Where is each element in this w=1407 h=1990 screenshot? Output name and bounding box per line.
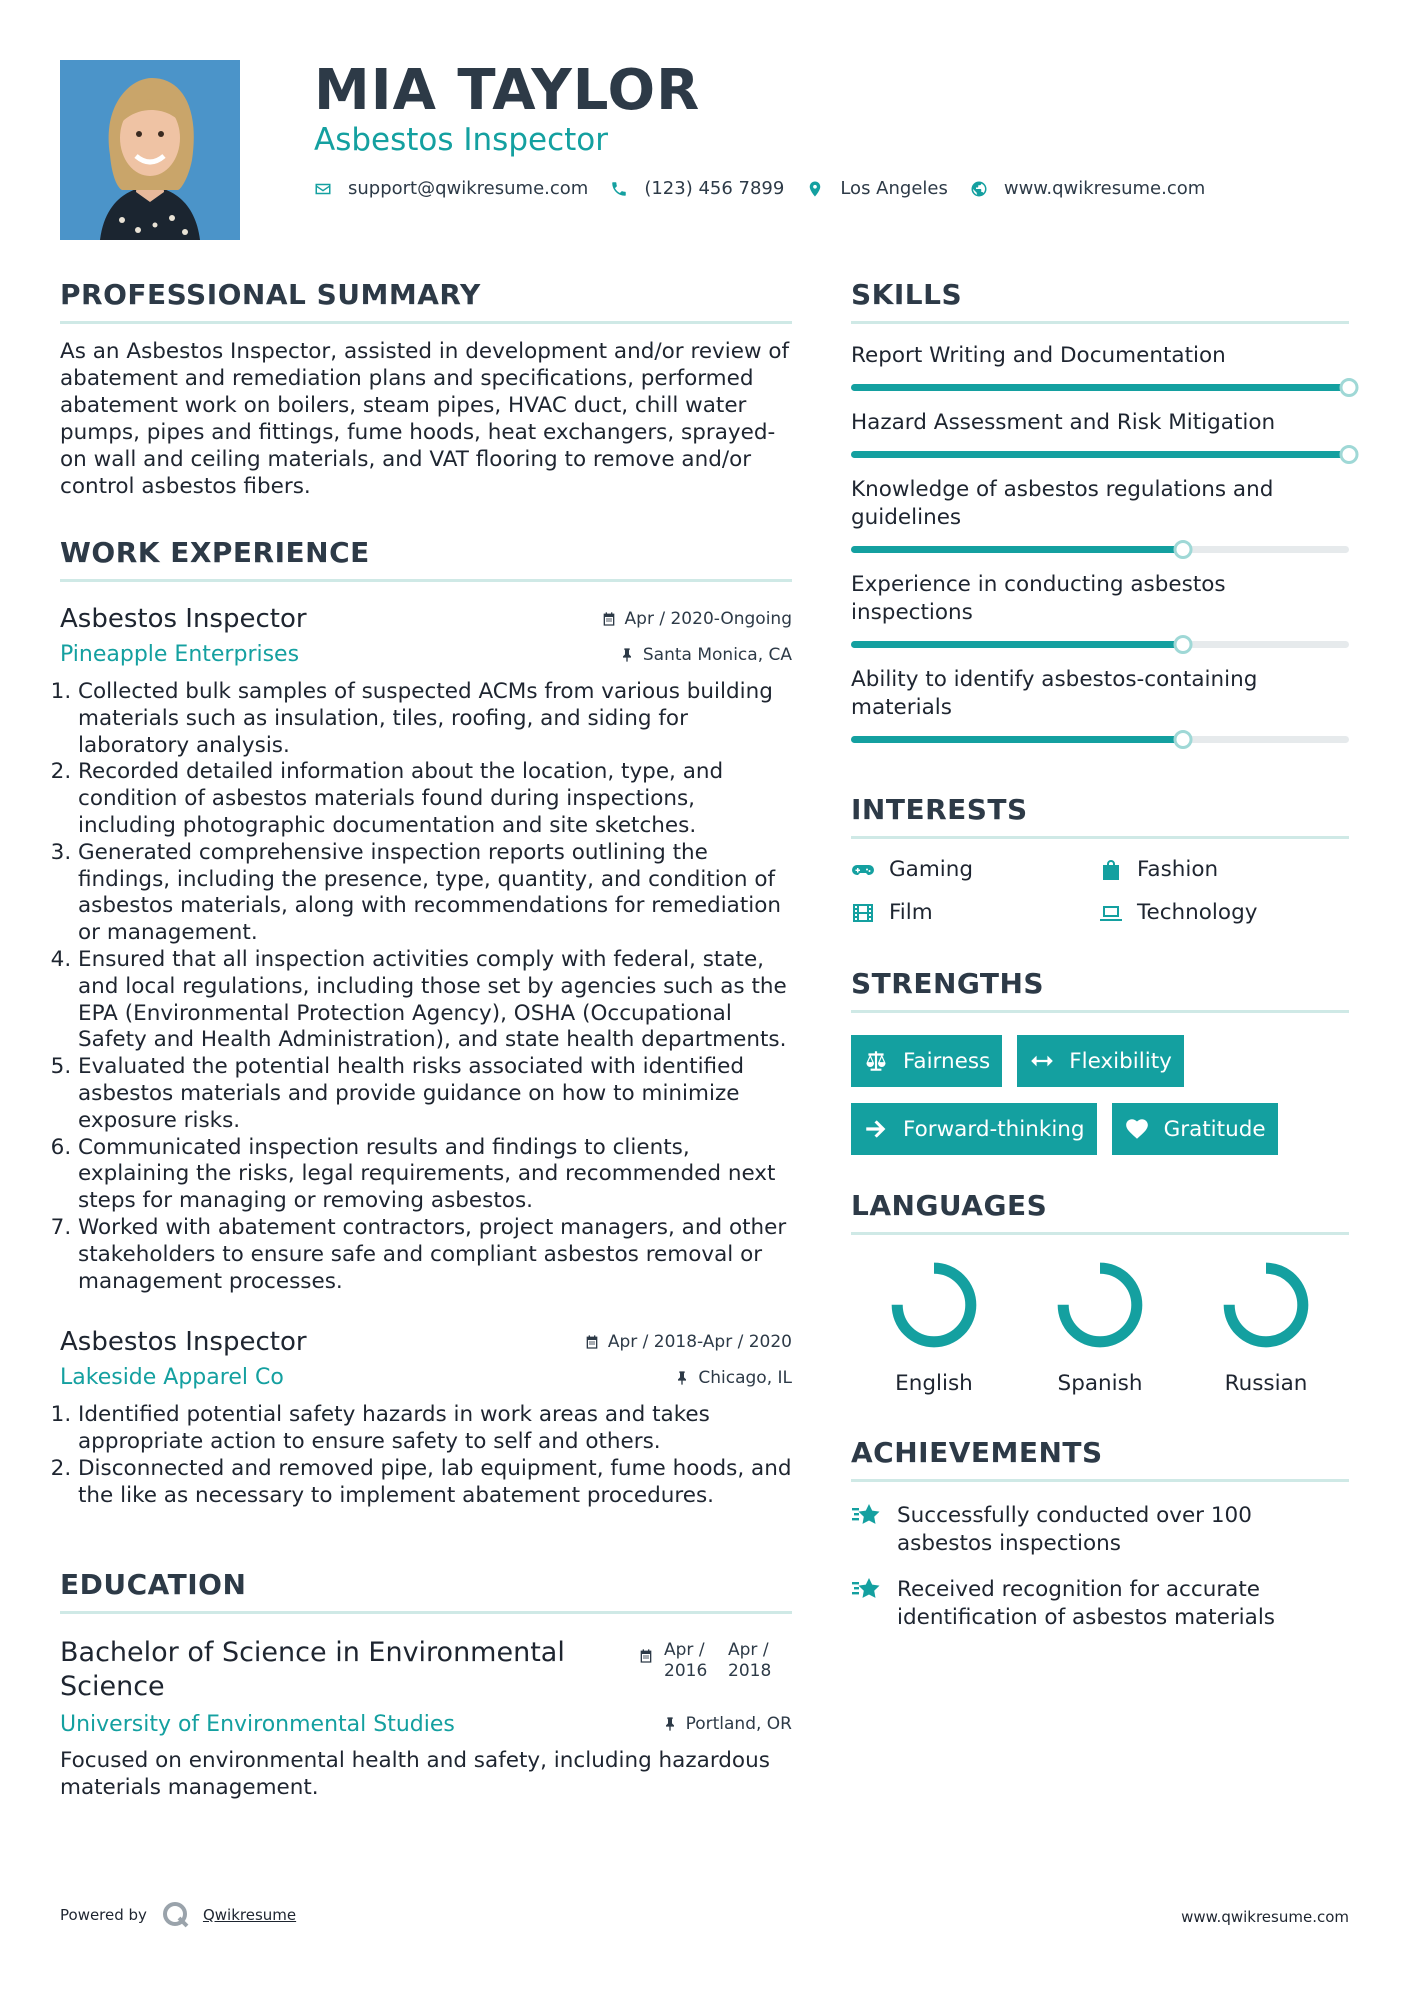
job-location-text: Chicago, IL [698, 1367, 792, 1388]
job-bullets [60, 1402, 792, 1509]
pushpin-icon [619, 647, 635, 663]
skill-bar-knob [1174, 730, 1193, 749]
experience-heading: WORK EXPERIENCE [60, 536, 792, 582]
job-bullet: 2. Disconnected and removed pipe, lab equipment, fume hoods, and the like as necessary to implement abatement procedures. [78, 1456, 792, 1510]
school-name: University of Environmental Studies [60, 1711, 455, 1737]
school-location-text: Portland, OR [685, 1714, 792, 1735]
award-star-icon [851, 1500, 883, 1532]
language-label: English [895, 1371, 973, 1396]
skill-name: Experience in conducting asbestos inspections [851, 572, 1226, 625]
language-ring [888, 1259, 980, 1351]
skill-bar [851, 641, 1349, 648]
job-location [619, 645, 792, 665]
education-entry [60, 1636, 792, 1801]
job-bullet: 2. Recorded detailed information about the location, type, and condition of asbestos materials found during inspections, including photographic documentation and site sketches. [78, 759, 792, 839]
education-end: Apr / 2018 [728, 1639, 772, 1681]
laptop-icon [1099, 901, 1123, 925]
interest-label: Film [889, 900, 933, 925]
job-bullet: 1. Identified potential safety hazards in work areas and takes appropriate action to ensure safety to self and others. [78, 1402, 792, 1456]
skill-item [851, 666, 1349, 743]
interest-item [1099, 900, 1339, 925]
envelope-icon [314, 180, 332, 198]
skill-bar [851, 546, 1349, 553]
interest-item [851, 900, 1099, 925]
job-bullet: 6. Communicated inspection results and findings to clients, explaining the risks, legal requirements, and recommended next steps for managing or removing asbestos. [78, 1135, 792, 1215]
calendar-icon [584, 1334, 600, 1350]
language-item [1183, 1259, 1349, 1396]
education-dates [638, 1640, 792, 1682]
languages-list [851, 1259, 1349, 1396]
brand-link[interactable]: Qwikresume [202, 1906, 297, 1924]
languages-heading: LANGUAGES [851, 1189, 1349, 1235]
education-start: Apr / 2016 [664, 1639, 708, 1681]
interests-heading: INTERESTS [851, 793, 1349, 839]
job-date-text: Apr / 2018-Apr / 2020 [607, 1332, 792, 1353]
interest-item [851, 857, 1099, 882]
skill-bar-knob [1174, 540, 1193, 559]
job-bullet: 3. Generated comprehensive inspection reports outlining the findings, including the presence, type, quantity, and condition of asbestos materials, along with recommendations for remediation or management. [78, 840, 792, 947]
skill-item [851, 409, 1349, 458]
film-icon [851, 901, 875, 925]
powered-by-text: Powered by [60, 1906, 147, 1924]
pushpin-icon [662, 1716, 678, 1732]
contact-website[interactable] [970, 178, 1205, 199]
contact-email[interactable] [314, 178, 588, 199]
skill-item [851, 342, 1349, 391]
skill-bar-fill [851, 641, 1183, 648]
footer-site[interactable]: www.qwikresume.com [1181, 1908, 1349, 1926]
job-location-text: Santa Monica, CA [642, 644, 792, 665]
contact-bar [314, 178, 1227, 199]
job-date-text: Apr / 2020-Ongoing [624, 609, 792, 629]
calendar-icon [601, 611, 617, 627]
language-item [851, 1259, 1017, 1396]
skill-bar [851, 736, 1349, 743]
skill-name: Report Writing and Documentation [851, 343, 1226, 368]
skill-item [851, 476, 1349, 553]
job-date [601, 609, 792, 629]
company-name: Pineapple Enterprises [60, 642, 300, 667]
language-label: Spanish [1057, 1371, 1143, 1396]
skill-bar [851, 451, 1349, 458]
language-label: Russian [1224, 1371, 1308, 1396]
job-bullet: 1. Collected bulk samples of suspected ACMs from various building materials such as insulation, tiles, roofing, and siding for laboratory analysis. [78, 679, 792, 759]
phone-text: (123) 456 7899 [644, 178, 785, 199]
skill-bar [851, 384, 1349, 391]
gamepad-icon [851, 858, 875, 882]
skill-name: Knowledge of asbestos regulations and guidelines [851, 477, 1274, 530]
location-text: Los Angeles [840, 178, 948, 199]
left-column [60, 278, 792, 1801]
contact-location [806, 178, 948, 199]
arrows-horizontal-icon [1029, 1048, 1055, 1074]
balance-scale-icon [863, 1048, 889, 1074]
language-ring [1220, 1259, 1312, 1351]
school-location [662, 1714, 792, 1734]
language-item [1017, 1259, 1183, 1396]
strength-chip [1112, 1103, 1278, 1155]
job-bullets [60, 679, 792, 1295]
strength-label: Gratitude [1163, 1116, 1266, 1142]
skill-bar-knob [1340, 445, 1359, 464]
interest-label: Technology [1137, 900, 1258, 925]
map-pin-icon [806, 180, 824, 198]
calendar-icon [638, 1648, 654, 1664]
right-column [851, 278, 1349, 1632]
skill-name: Hazard Assessment and Risk Mitigation [851, 410, 1276, 435]
skill-name: Ability to identify asbestos-containing materials [851, 667, 1258, 720]
qwikresume-logo-icon [161, 1900, 191, 1930]
skill-item [851, 571, 1349, 648]
skill-bar-fill [851, 451, 1349, 458]
skills-heading: SKILLS [851, 278, 1349, 324]
contact-phone[interactable] [610, 178, 784, 199]
candidate-name: MIA TAYLOR [314, 58, 701, 123]
achievement-text: Received recognition for accurate identification of asbestos materials [897, 1577, 1276, 1630]
email-text: support@qwikresume.com [348, 178, 589, 199]
heart-icon [1124, 1116, 1150, 1142]
strength-label: Forward-thinking [903, 1116, 1085, 1142]
strength-label: Flexibility [1069, 1048, 1172, 1074]
footer-powered-by [60, 1900, 296, 1930]
company-name: Lakeside Apparel Co [60, 1365, 284, 1391]
skill-bar-knob [1340, 378, 1359, 397]
achievement-item [851, 1502, 1349, 1558]
skills-list [851, 342, 1349, 743]
job-date [584, 1332, 792, 1352]
pushpin-icon [674, 1370, 690, 1386]
job-title: Asbestos Inspector [60, 604, 307, 634]
arrow-right-icon [863, 1116, 889, 1142]
strength-chip [851, 1035, 1002, 1087]
job-bullet: 4. Ensured that all inspection activities comply with federal, state, and local regulations, including those set by agencies such as the EPA (Environmental Protection Agency), OSHA (Occupational Safety and Health Administration), and state health departments. [78, 947, 792, 1054]
education-description: Focused on environmental health and safety, including hazardous materials management. [60, 1747, 770, 1800]
strength-chip [851, 1103, 1097, 1155]
interest-label: Gaming [889, 857, 974, 882]
summary-heading: PROFESSIONAL SUMMARY [60, 278, 792, 324]
interest-item [1099, 857, 1339, 882]
profile-photo [60, 60, 240, 240]
achievement-text: Successfully conducted over 100 asbestos inspections [897, 1503, 1252, 1556]
job-entry [60, 604, 792, 1295]
strength-label: Fairness [903, 1048, 991, 1074]
strengths-list [851, 1035, 1349, 1155]
degree-title: Bachelor of Science in Environmental Science [60, 1636, 565, 1702]
award-star-icon [851, 1574, 883, 1606]
interest-label: Fashion [1137, 857, 1219, 882]
job-entry [60, 1327, 792, 1509]
language-ring [1054, 1259, 1146, 1351]
interests-grid [851, 857, 1349, 925]
summary-text: As an Asbestos Inspector, assisted in development and/or review of abatement and remediation plans and specifications, performed abatement work on boilers, steam pipes, HVAC duct, chill water pumps, pipes and fittings, fume hoods, heat exchangers, sprayed-on wall and ceiling materials, and VAT flooring to remove and/or control asbestos fibers. [60, 339, 790, 499]
shopping-bag-icon [1099, 858, 1123, 882]
skill-bar-fill [851, 384, 1349, 391]
candidate-title: Asbestos Inspector [314, 122, 608, 158]
phone-icon [610, 180, 628, 198]
achievement-item [851, 1576, 1349, 1632]
skill-bar-fill [851, 546, 1183, 553]
job-location [674, 1368, 792, 1388]
job-bullet: 5. Evaluated the potential health risks associated with identified asbestos materials and provide guidance on how to minimize exposure risks. [78, 1054, 792, 1134]
job-bullet: 7. Worked with abatement contractors, project managers, and other stakeholders to ensure safe and compliant asbestos removal or management processes. [78, 1215, 792, 1295]
website-text: www.qwikresume.com [1003, 178, 1206, 199]
strengths-heading: STRENGTHS [851, 967, 1349, 1013]
strength-chip [1017, 1035, 1184, 1087]
skill-bar-fill [851, 736, 1183, 743]
globe-icon [970, 180, 988, 198]
job-title: Asbestos Inspector [60, 1327, 307, 1358]
education-heading: EDUCATION [60, 1568, 792, 1614]
skill-bar-knob [1174, 635, 1193, 654]
resume-header [60, 60, 1350, 240]
achievements-heading: ACHIEVEMENTS [851, 1436, 1349, 1482]
